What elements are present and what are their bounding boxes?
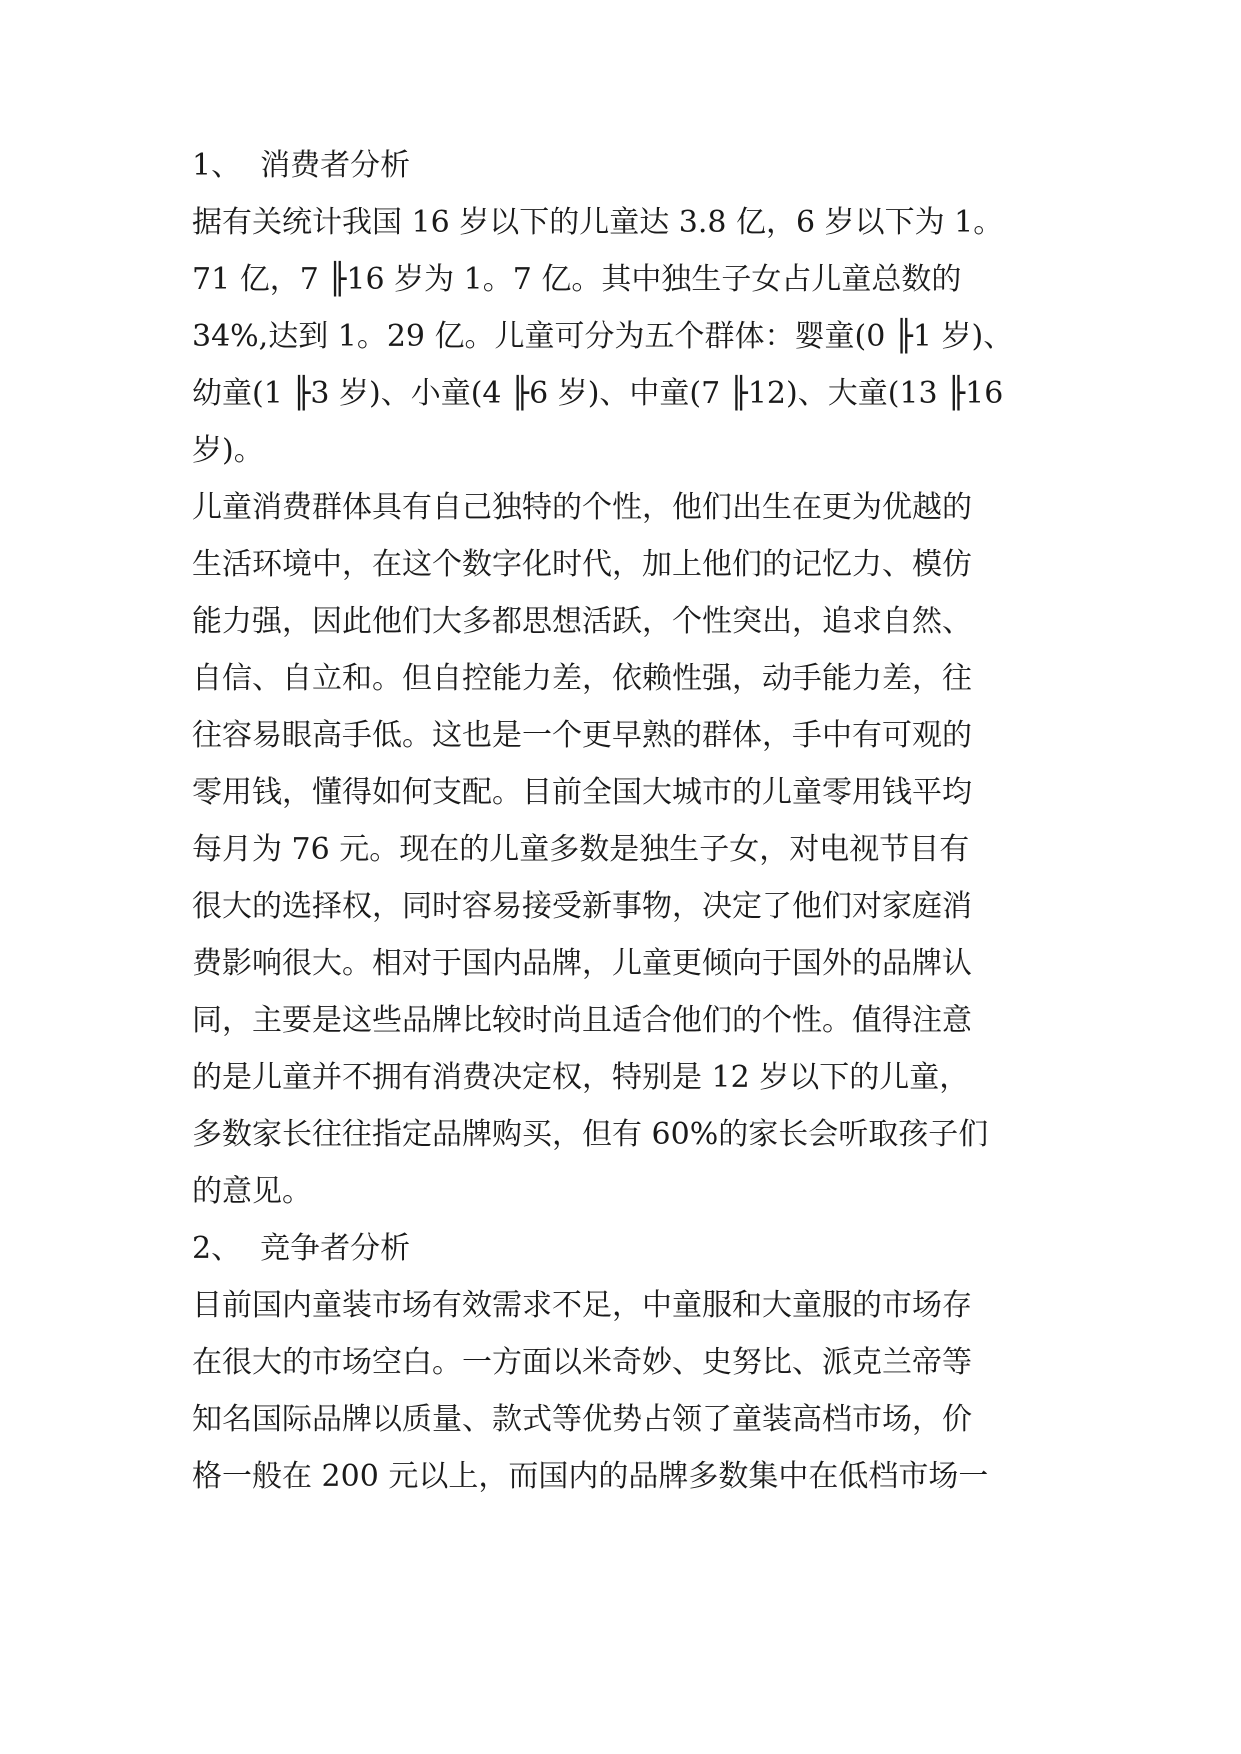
text-line: 同，主要是这些品牌比较时尚且适合他们的个性。值得注意: [192, 1003, 972, 1038]
text-line: 知名国际品牌以质量、款式等优势占领了童装高档市场，价: [192, 1402, 972, 1437]
text-line: 目前国内童装市场有效需求不足，中童服和大童服的市场存: [192, 1288, 972, 1323]
text-line: 费影响很大。相对于国内品牌，儿童更倾向于国外的品牌认: [192, 946, 972, 981]
text-line: 据有关统计我国 16 岁以下的儿童达 3.8 亿，6 岁以下为 1。: [192, 205, 1004, 240]
text-line: 往容易眼高手低。这也是一个更早熟的群体，手中有可观的: [192, 718, 972, 753]
text-line: 在很大的市场空白。一方面以米奇妙、史努比、派克兰帝等: [192, 1345, 972, 1380]
text-line: 的是儿童并不拥有消费决定权，特别是 12 岁以下的儿童，: [192, 1060, 970, 1095]
text-line: 自信、自立和。但自控能力差，依赖性强，动手能力差，往: [192, 661, 972, 696]
section-heading-competitor-analysis: 2、 竞争者分析: [192, 1231, 411, 1266]
text-line: 生活环境中，在这个数字化时代，加上他们的记忆力、模仿: [192, 547, 972, 582]
section-heading-consumer-analysis: 1、 消费者分析: [192, 148, 411, 183]
text-line: 很大的选择权，同时容易接受新事物，决定了他们对家庭消: [192, 889, 972, 924]
text-line: 71 亿，7 ╟16 岁为 1。7 亿。其中独生子女占儿童总数的: [192, 262, 962, 297]
text-line: 每月为 76 元。现在的儿童多数是独生子女，对电视节目有: [192, 832, 970, 867]
text-line: 儿童消费群体具有自己独特的个性，他们出生在更为优越的: [192, 490, 972, 525]
text-line: 34%,达到 1。29 亿。儿童可分为五个群体：婴童(0 ╟1 岁)、: [192, 319, 1014, 354]
text-line: 格一般在 200 元以上，而国内的品牌多数集中在低档市场一: [192, 1459, 989, 1494]
text-line: 岁)。: [192, 433, 264, 468]
text-line: 零用钱，懂得如何支配。目前全国大城市的儿童零用钱平均: [192, 775, 972, 810]
text-line: 能力强，因此他们大多都思想活跃，个性突出，追求自然、: [192, 604, 972, 639]
text-line: 的意见。: [192, 1174, 312, 1209]
text-line: 多数家长往往指定品牌购买，但有 60%的家长会听取孩子们: [192, 1117, 989, 1152]
text-line: 幼童(1 ╟3 岁)、小童(4 ╟6 岁)、中童(7 ╟12)、大童(13 ╟16: [192, 376, 1004, 411]
